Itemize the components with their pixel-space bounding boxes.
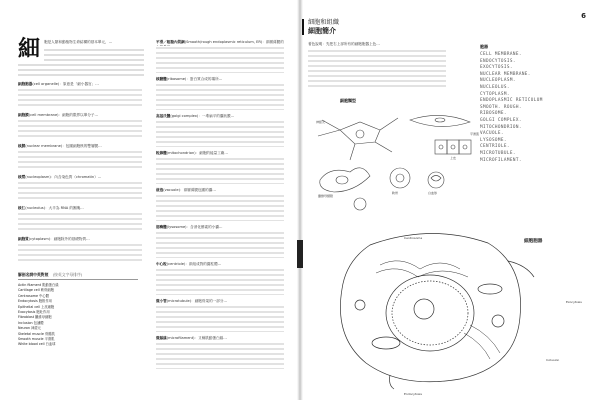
checklist-item: GOLGI COMPLEX.	[480, 117, 522, 123]
definition-text: ：又稱肌動蛋白絲…	[194, 336, 227, 340]
definition-item	[156, 114, 284, 119]
glossary-item: Centrosome 中心體	[18, 293, 49, 298]
glossary-item: Actin filament 肌動蛋白絲	[18, 283, 59, 287]
cell-membrane-outline	[340, 233, 520, 381]
definition-term: 細胞胞器	[18, 82, 33, 86]
definition-en: (cell organelle)	[32, 82, 60, 86]
definition-text: ：蛋白質合成的場所…	[186, 77, 223, 81]
definition-item	[156, 77, 284, 82]
definition-text: ：包圍細胞核的雙層膜…	[62, 144, 102, 148]
label-epithelial: 上皮	[450, 156, 457, 160]
checklist-title: 胞器	[480, 44, 488, 49]
section-bar	[302, 19, 304, 35]
definition-lines	[156, 231, 284, 258]
checklist-item: CELL MEMBRANE.	[480, 52, 522, 57]
glossary-divider	[18, 279, 138, 280]
glossary-item: Smooth muscle 平滑肌	[18, 337, 55, 342]
checklist-item: LYSOSOME.	[480, 137, 507, 143]
glossary-item: Fibroblast 纖維母細胞	[18, 315, 52, 320]
cell-types-title: 細胞類型	[340, 98, 356, 103]
definition-item	[156, 262, 284, 267]
definition-text: ：一堆扁平的囊狀膜…	[198, 114, 235, 118]
definition-lines	[156, 83, 284, 110]
definition-en: (mitochondrion)	[166, 151, 196, 155]
checklist-item: NUCLEOPLASM.	[480, 78, 516, 84]
definition-lines	[18, 119, 142, 140]
definition-lines	[18, 243, 142, 264]
chapter-tab	[297, 240, 303, 268]
organelle-checklist	[480, 52, 590, 164]
definition-lines	[156, 194, 284, 221]
definition-term: 核糖體	[156, 77, 167, 81]
glossary-item: Endocytosis 胞飲作用	[18, 299, 52, 304]
mitochondrion-1	[372, 337, 400, 349]
definition-text: ：細胞除外的基礎物質…	[50, 237, 90, 241]
glossary-item: Inclusion 包涵體	[18, 320, 44, 325]
vacuole	[492, 315, 504, 327]
label-exocytosis: Exocytosis	[566, 300, 582, 304]
definition-text: ：細胞的能量工廠…	[195, 151, 228, 155]
definition-item	[18, 206, 142, 211]
definition-item	[18, 237, 142, 242]
definition-en: (Smooth/rough endoplasmic reticulum, ER)	[184, 40, 263, 44]
lysosome	[355, 300, 365, 310]
label-cartilage: 軟骨	[392, 191, 399, 195]
label-muscle: 平滑肌	[470, 132, 480, 136]
checklist-item: MITOCHONDRION.	[480, 124, 522, 130]
definition-item	[156, 151, 284, 156]
definition-item	[18, 175, 142, 180]
cell-types-figure	[300, 100, 480, 220]
glossary-title	[18, 272, 82, 277]
definition-text: ：原意是「細小器官」…	[59, 82, 99, 86]
definition-term: 粒線體	[156, 151, 167, 155]
definition-lines	[18, 181, 142, 202]
epithelial-sketch	[435, 140, 471, 154]
section-header	[308, 18, 339, 36]
checklist-item: NUCLEOLUS.	[480, 84, 510, 90]
definition-term: 溶酶體	[156, 225, 167, 229]
definition-text: ：大半為 RNA 的團塊…	[45, 206, 84, 210]
definition-lines	[156, 305, 284, 332]
glossary-title-text: 解剖名詞中英對照	[18, 272, 49, 277]
glossary-item: Exocytosis 胞吐作用	[18, 310, 50, 315]
definition-item	[156, 188, 284, 193]
intro-paragraph: 胞是人類和動植物生命結構的基本單元，…	[44, 40, 113, 44]
definition-term: 核漿	[18, 175, 26, 179]
definition-item	[156, 336, 284, 341]
definition-en: (nucleolus)	[25, 206, 46, 210]
definition-text: ：含消化酵素的小囊…	[186, 225, 223, 229]
definition-text: ：兩組成對的圓柱體…	[185, 262, 222, 266]
definition-term: 核仁	[18, 206, 26, 210]
definition-en: (nuclear membrane)	[25, 144, 63, 148]
definition-en: (microtubule)	[166, 299, 192, 303]
checklist-item: VACUOLE.	[480, 131, 504, 137]
label-endocytosis: Endocytosis	[404, 392, 422, 396]
definition-lines	[18, 212, 142, 233]
definition-lines	[156, 46, 284, 73]
nucleus-outline	[386, 275, 474, 351]
definition-item	[156, 299, 284, 304]
checklist-item: EXOCYTOSIS.	[480, 65, 513, 71]
definition-term: 微小管	[156, 299, 167, 303]
definition-lines	[156, 157, 284, 184]
glossary-item: White blood cell 白血球	[18, 342, 56, 347]
definition-en: (golgi complex)	[170, 114, 199, 118]
definition-en: (microfilament)	[166, 336, 195, 340]
checklist-item: CYTOPLASM.	[480, 91, 510, 97]
checklist-item: SMOOTH. ROUGH.	[480, 104, 522, 110]
nuclear-membrane-inner	[392, 281, 468, 345]
definition-text: ：兩層薄膜的	[262, 40, 284, 44]
glossary-item: Neuron 神經元	[18, 326, 41, 331]
checklist-item: MICROFILAMENT.	[480, 157, 522, 163]
fibroblast-sketch	[320, 168, 370, 192]
checklist-item: ENDOPLASMIC RETICULUM	[480, 98, 543, 104]
definition-term: 高基氏體	[156, 114, 171, 118]
glossary-list	[18, 283, 138, 348]
label-wbc: 白血球	[428, 191, 438, 195]
definition-lines	[18, 88, 142, 109]
muscle-sketch	[410, 115, 470, 126]
definition-term: 微絲絲	[156, 336, 167, 340]
definition-en: (ribosome)	[166, 77, 187, 81]
glossary-item: Cartilage cell 軟骨細胞	[18, 288, 54, 293]
neuron-sketch	[318, 118, 398, 160]
definition-term: 液泡	[156, 188, 164, 192]
glossary-item: Epithelial cell 上皮細胞	[18, 304, 55, 309]
coloring-instructions: 著色說明：先把右上部所有的細胞胞器上色…	[308, 42, 380, 46]
definition-text: ：細胞骨架的一部分…	[191, 299, 228, 303]
round-cell-sketch	[354, 198, 366, 210]
checklist-item: MICROTUBULE.	[480, 150, 516, 156]
definition-en: (vacuole)	[163, 188, 180, 192]
definition-text: ：兩層薄膜包圍的囊…	[179, 188, 216, 192]
checklist-item: CENTRIOLE.	[480, 144, 510, 150]
cell-organelle-figure	[320, 225, 550, 390]
checklist-item: ENDOCYTOSIS.	[480, 58, 516, 64]
section-subtitle: 細胞簡介	[308, 27, 336, 35]
definition-term: 細胞膜	[18, 113, 29, 117]
cartilage-sketch	[390, 168, 410, 188]
label-inclusion: Inclusion	[546, 358, 560, 362]
label-centrosome: Centrosome	[404, 236, 423, 240]
glossary-item: Skeletal muscle 骨骼肌	[18, 331, 55, 336]
definition-en: (nucleoplasm)	[25, 175, 51, 179]
organelle-title: 細胞胞器	[524, 239, 543, 244]
drop-cap: 細	[18, 36, 41, 62]
definition-term: 中心粒	[156, 262, 167, 266]
endocytosis-arrow	[390, 375, 395, 389]
page-number: 6	[581, 12, 586, 20]
definition-en: (lysosome)	[166, 225, 187, 229]
wbc-sketch	[428, 172, 444, 188]
definition-lines	[156, 342, 284, 369]
label-neuron: 神經元	[316, 120, 326, 124]
definition-term: 細胞質	[18, 237, 29, 241]
definition-en: (cytoplasm)	[28, 237, 51, 241]
definition-term: 核膜	[18, 144, 26, 148]
nucleolus	[414, 299, 434, 319]
definition-item	[18, 113, 142, 118]
glossary-subtitle: (按英文字母排序)	[52, 272, 83, 277]
exocytosis-arrow	[508, 261, 534, 277]
definition-term: 平滑／粗糙內質網	[156, 40, 185, 44]
definition-item	[18, 144, 142, 149]
checklist-item: NUCLEAR MEMBRANE.	[480, 71, 531, 77]
section-title: 細胞和組織	[308, 19, 339, 26]
label-fibroblast: 纖維母細胞	[318, 194, 334, 198]
definition-lines	[156, 120, 284, 147]
definition-lines	[18, 150, 142, 171]
definition-text: ：內含染色質（chromatin）…	[50, 175, 102, 179]
definition-item	[18, 82, 142, 87]
definition-en: (centriole)	[166, 262, 186, 266]
instructions-lines	[308, 49, 446, 89]
definition-item	[156, 225, 284, 230]
definition-en: (cell membrane)	[28, 113, 59, 117]
definition-lines	[156, 268, 284, 295]
mitochondrion-2	[478, 284, 502, 294]
definition-text: ：細胞的限界以單分子…	[58, 113, 99, 117]
checklist-item: RIBOSOME.	[480, 111, 507, 117]
